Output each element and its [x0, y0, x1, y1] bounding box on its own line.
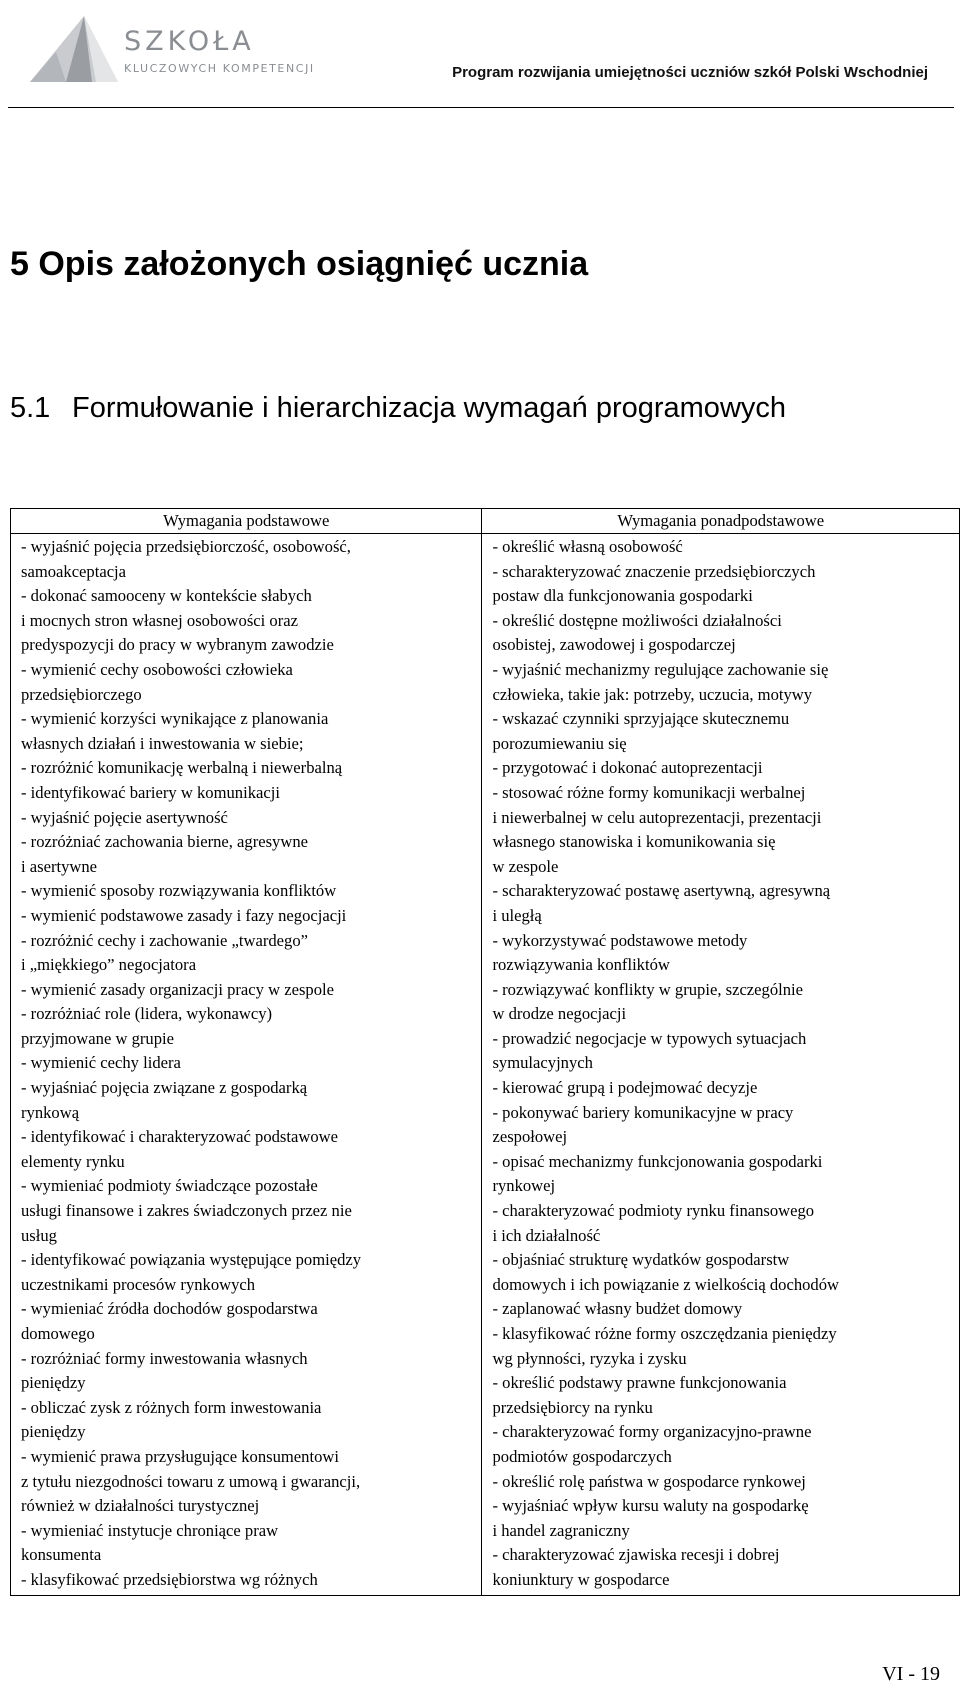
advanced-requirement-line: porozumiewaniu się [492, 733, 627, 753]
basic-requirement-line: i „miękkiego” negocjatora [21, 955, 197, 975]
basic-requirement-line: pieniędzy [21, 1373, 86, 1393]
basic-requirement-line: - wymienić cechy osobowości człowieka [21, 659, 293, 679]
basic-requirement-line: i mocnych stron własnej osobowości oraz [21, 610, 298, 630]
basic-requirement-line: rynkową [21, 1102, 80, 1122]
basic-requirement-line: - wymienić korzyści wynikające z planowania [21, 709, 329, 729]
basic-requirement-line: z tytułu niezgodności towaru z umową i gwarancji, [21, 1471, 361, 1491]
logo-title: SZKOŁA [124, 26, 255, 57]
basic-requirement-line: - rozróżniać role (lidera, wykonawcy) [21, 1004, 273, 1024]
basic-requirement-line: - rozróżniać zachowania bierne, agresywne [21, 832, 309, 852]
advanced-requirement-line: - wyjaśniać wpływ kursu waluty na gospodarkę [492, 1496, 809, 1516]
basic-requirement-line: - dokonać samooceny w kontekście słabych [21, 586, 312, 606]
subsection-number: 5.1 [10, 392, 51, 424]
header-divider [8, 107, 954, 108]
advanced-requirement-line: i handel zagraniczny [492, 1520, 630, 1540]
advanced-requirement-line: - pokonywać bariery komunikacyjne w pracy [492, 1102, 794, 1122]
advanced-requirement-line: człowieka, takie jak: potrzeby, uczucia, motywy [492, 684, 813, 704]
basic-requirement-line: pieniędzy [21, 1422, 86, 1442]
section-heading: 5 Opis założonych osiągnięć ucznia [10, 245, 589, 283]
advanced-requirement-line: - określić własną osobowość [492, 537, 683, 556]
basic-requirement-line: przedsiębiorczego [21, 684, 142, 704]
advanced-requirement-line: rozwiązywania konfliktów [492, 955, 670, 975]
basic-requirement-line: również w działalności turystycznej [21, 1496, 260, 1516]
advanced-requirement-line: osobistej, zawodowej i gospodarczej [492, 635, 736, 655]
basic-requirement-line: - wymieniać instytucje chroniące praw [21, 1520, 279, 1540]
advanced-requirement-line: i uległą [492, 905, 542, 925]
basic-requirement-line: samoakceptacja [21, 561, 127, 581]
basic-requirement-line: - identyfikować powiązania występujące pomiędzy [21, 1250, 362, 1270]
basic-requirement-line: konsumenta [21, 1545, 102, 1565]
basic-requirement-line: - rozróżniać formy inwestowania własnych [21, 1348, 308, 1368]
basic-requirement-line: elementy rynku [21, 1151, 125, 1171]
advanced-requirement-line: - rozwiązywać konflikty w grupie, szczególnie [492, 979, 804, 999]
basic-requirement-line: - wyjaśnić pojęcie asertywność [21, 807, 228, 827]
basic-requirement-line: - obliczać zysk z różnych form inwestowania [21, 1397, 322, 1417]
advanced-requirement-line: domowych i ich powiązanie z wielkością dochodów [492, 1274, 839, 1294]
advanced-requirement-line: - wyjaśnić mechanizmy regulujące zachowanie się [492, 659, 829, 679]
advanced-requirement-line: - charakteryzować podmioty rynku finansowego [492, 1201, 815, 1221]
header-advanced-requirements: Wymagania ponadpodstawowe [482, 509, 960, 534]
advanced-requirement-line: - zaplanować własny budżet domowy [492, 1299, 743, 1319]
advanced-requirement-line: i niewerbalnej w celu autoprezentacji, prezentacji [492, 807, 822, 827]
basic-requirement-line: - wymieniać źródła dochodów gospodarstwa [21, 1299, 318, 1319]
header-basic-requirements: Wymagania podstawowe [11, 509, 482, 534]
logo-mountain-icon [26, 8, 122, 88]
advanced-requirement-line: - określić podstawy prawne funkcjonowania [492, 1373, 787, 1393]
basic-requirement-line: - wyjaśniać pojęcia związane z gospodarką [21, 1078, 308, 1098]
advanced-requirement-line: zespołowej [492, 1127, 568, 1147]
advanced-requirement-line: - klasyfikować różne formy oszczędzania pieniędzy [492, 1324, 837, 1343]
basic-requirement-line: uczestnikami procesów rynkowych [21, 1274, 256, 1294]
basic-requirements-cell [11, 534, 482, 1596]
advanced-requirement-line: w zespole [492, 856, 559, 876]
program-title: Program rozwijania umiejętności uczniów szkół Polski Wschodniej [452, 64, 928, 81]
advanced-requirement-line: - charakteryzować zjawiska recesji i dobrej [492, 1545, 780, 1565]
basic-requirement-line: usługi finansowe i zakres świadczonych przez nie [21, 1201, 352, 1221]
advanced-requirement-line: w drodze negocjacji [492, 1004, 627, 1024]
advanced-requirement-line: - scharakteryzować postawę asertywną, agresywną [492, 881, 831, 901]
advanced-requirement-line: wg płynności, ryzyka i zysku [492, 1348, 687, 1368]
advanced-requirement-line: podmiotów gospodarczych [492, 1446, 672, 1466]
advanced-requirement-line: - stosować różne formy komunikacji werbalnej [492, 782, 806, 802]
advanced-requirement-line: symulacyjnych [492, 1053, 593, 1073]
basic-requirement-line: - rozróżnić cechy i zachowanie „twardego” [21, 930, 308, 950]
advanced-requirement-line: własnego stanowiska i komunikowania się [492, 832, 776, 852]
basic-requirement-line: - identyfikować bariery w komunikacji [21, 782, 280, 802]
basic-requirement-line: domowego [21, 1324, 95, 1343]
basic-requirement-line: i asertywne [21, 856, 98, 876]
basic-requirement-line: - wymienić cechy lidera [21, 1053, 181, 1073]
basic-requirement-line: usług [21, 1225, 57, 1245]
advanced-requirement-line: - scharakteryzować znaczenie przedsiębiorczych [492, 561, 816, 581]
advanced-requirement-line: - przygotować i dokonać autoprezentacji [492, 758, 763, 778]
advanced-requirement-line: - objaśniać strukturę wydatków gospodarstw [492, 1250, 790, 1270]
basic-requirement-line: - rozróżnić komunikację werbalną i niewerbalną [21, 758, 343, 778]
advanced-requirement-line: - opisać mechanizmy funkcjonowania gospodarki [492, 1151, 823, 1171]
logo-subtitle: KLUCZOWYCH KOMPETENCJI [124, 62, 315, 75]
basic-requirement-line: - klasyfikować przedsiębiorstwa wg różnych [21, 1569, 318, 1589]
subsection-title: Formułowanie i hierarchizacja wymagań programowych [72, 392, 787, 424]
advanced-requirement-line: - określić dostępne możliwości działalności [492, 610, 782, 630]
advanced-requirement-line: - kierować grupą i podejmować decyzje [492, 1078, 758, 1098]
subsection-heading [10, 390, 930, 427]
basic-requirement-line: przyjmowane w grupie [21, 1028, 174, 1048]
szkola-logo [26, 8, 326, 88]
basic-requirement-line: - wymienić sposoby rozwiązywania konfliktów [21, 881, 337, 901]
basic-requirement-line: - wymienić zasady organizacji pracy w zespole [21, 979, 334, 999]
basic-requirement-line: - wymienić prawa przysługujące konsumentowi [21, 1446, 339, 1466]
page-header [0, 0, 960, 112]
page-number: VI - 19 [882, 1663, 940, 1685]
advanced-requirement-line: i ich działalność [492, 1225, 601, 1245]
advanced-requirement-line: koniunktury w gospodarce [492, 1569, 670, 1589]
requirements-table [10, 508, 960, 1596]
advanced-requirement-line: postaw dla funkcjonowania gospodarki [492, 586, 753, 606]
advanced-requirement-line: - prowadzić negocjacje w typowych sytuacjach [492, 1028, 807, 1048]
advanced-requirement-line: - określić rolę państwa w gospodarce rynkowej [492, 1471, 806, 1491]
advanced-requirement-line: przedsiębiorcy na rynku [492, 1397, 653, 1417]
basic-requirement-line: - wymienić podstawowe zasady i fazy negocjacji [21, 905, 347, 925]
advanced-requirement-line: - wskazać czynniki sprzyjające skutecznemu [492, 709, 790, 729]
advanced-requirement-line: - wykorzystywać podstawowe metody [492, 930, 748, 950]
basic-requirement-line: - identyfikować i charakteryzować podstawowe [21, 1127, 338, 1147]
advanced-requirement-line: - charakteryzować formy organizacyjno-prawne [492, 1422, 812, 1442]
basic-requirement-line: - wymieniać podmioty świadczące pozostałe [21, 1176, 318, 1196]
advanced-requirements-cell [482, 534, 960, 1596]
basic-requirement-line: własnych działań i inwestowania w siebie; [21, 733, 304, 753]
advanced-requirement-line: rynkowej [492, 1176, 556, 1196]
basic-requirement-line: - wyjaśnić pojęcia przedsiębiorczość, osobowość, [21, 537, 351, 556]
basic-requirement-line: predyspozycji do pracy w wybranym zawodzie [21, 635, 334, 655]
